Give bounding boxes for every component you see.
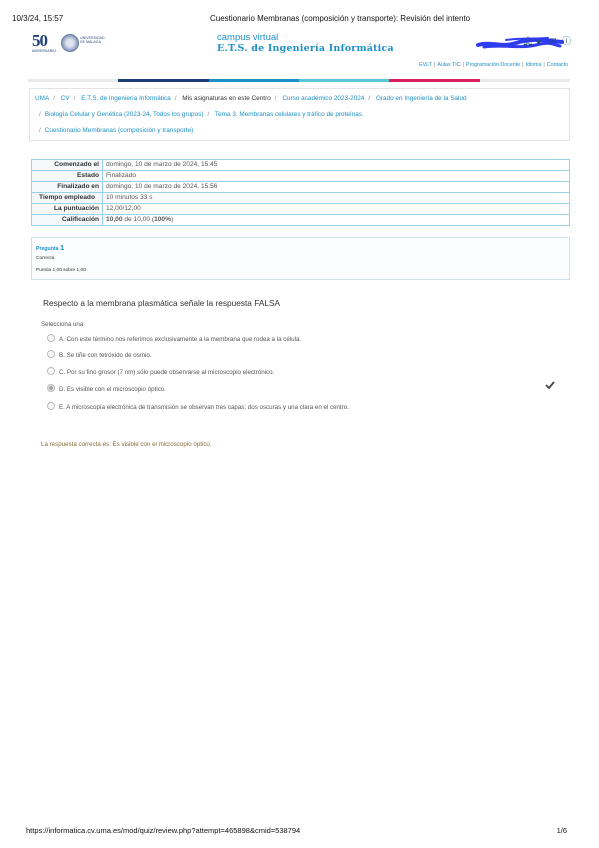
option-label: A. Con este término nos referimos exclusivamente a la membrana que rodea a la célula. (59, 336, 302, 343)
header-icons (522, 36, 572, 48)
grade-value: 10,00 (106, 216, 123, 223)
color-bar-segment (28, 79, 118, 82)
crumb-tema[interactable]: Tema 3. Membranas celulares y tráfico de proteínas. (214, 111, 364, 118)
option-label: C. Por su fino grosor (7 nm) sólo puede observarse al microscopio electrónico. (59, 369, 275, 376)
state-label: Estado (32, 171, 103, 182)
time-label: Tiempo empleado (32, 193, 103, 204)
color-bar-segment (209, 79, 299, 82)
grade-percent: 100% (154, 216, 171, 223)
finished-value: domingo, 10 de marzo de 2024, 15:56 (103, 182, 570, 193)
campus-title[interactable] (217, 33, 394, 55)
option-a[interactable] (47, 334, 301, 343)
color-bar-segment (389, 79, 479, 82)
time-value: 10 minutos 33 s (103, 193, 570, 204)
option-b[interactable] (47, 350, 152, 359)
grade-label: Calificación (32, 215, 103, 226)
question-info (31, 237, 570, 280)
table-row (32, 193, 570, 204)
points-value: 12,00/12,00 (103, 204, 570, 215)
radio-button[interactable] (47, 367, 55, 375)
breadcrumb (29, 88, 570, 141)
radio-button[interactable] (47, 334, 55, 342)
table-row (32, 160, 570, 171)
campus-line1: campus virtual (217, 32, 279, 43)
color-bar-segment (118, 79, 208, 82)
chat-icon[interactable]: ● (536, 36, 542, 46)
university-seal-icon (61, 34, 79, 52)
print-date: 10/3/24, 15:57 (12, 14, 64, 23)
attempt-summary-table (31, 159, 570, 226)
info-icon[interactable]: ⓘ (562, 36, 572, 46)
question-points: Puntúa 1,00 sobre 1,00 (36, 268, 86, 273)
print-title: Cuestionario Membranas (composición y transporte): Revisión del intento (210, 14, 471, 23)
crumb-grado[interactable]: Grado en Ingeniería de la Salud (375, 95, 467, 102)
crumb-mis-asignaturas: Mis asignaturas en este Centro (182, 95, 271, 102)
points-label: La puntuación (32, 204, 103, 215)
mail-icon[interactable]: ✉ (549, 36, 557, 46)
radio-button[interactable] (47, 402, 55, 410)
question-text: Respecto a la membrana plasmática señale la respuesta FALSA (43, 298, 281, 308)
crumb-cv[interactable]: CV (60, 95, 70, 102)
crumb-curso[interactable]: Curso académico 2023-2024 (282, 95, 365, 102)
crumb-ets[interactable]: E.T.S. de Ingeniería Informática (81, 95, 171, 102)
radio-button-selected[interactable] (47, 384, 55, 392)
link-aulas-tic[interactable]: Aulas TIC (437, 62, 461, 68)
site-header (32, 32, 572, 62)
crumb-asignatura[interactable]: Biología Celular y Genética (2023-24, Todos los grupos) (44, 111, 204, 118)
breadcrumb-row: UMA / CV / E.T.S. de Ingeniería Informática / Mis asignaturas en este Centro / Curso académico 2023-2024 / Grado en Ingeniería de la Salud (35, 95, 467, 102)
anniversary-logo[interactable]: 50 ANIVERSARIO (32, 31, 56, 53)
bell-icon[interactable]: 🔔︎ (522, 36, 534, 46)
state-value: Finalizado (103, 171, 570, 182)
color-bar (28, 79, 570, 82)
grade-rest: de 10,00 ( (124, 216, 155, 223)
color-bar-segment (480, 79, 570, 82)
crumb-cuestionario[interactable]: Cuestionario Membranas (composición y transporte) (44, 127, 194, 134)
breadcrumb-row: / Cuestionario Membranas (composición y transporte) (39, 127, 194, 134)
answer-prompt: Selecciona una: (41, 321, 86, 328)
table-row (32, 171, 570, 182)
link-contacto[interactable]: Contacto (546, 62, 568, 68)
option-label: D. Es visible con el microscopio óptico. (59, 386, 166, 393)
option-c[interactable] (47, 367, 274, 376)
top-links: EVLT | Aulas TIC | Programación Docente | Idioma | Contacto (419, 62, 568, 68)
correct-answer-feedback: La respuesta correcta es: Es visible con el microscopio óptico. (41, 441, 212, 448)
option-label: E. A microscopía electrónica de transmisión se observan tres capas; dos oscuras y una clara en el centro. (59, 404, 349, 411)
started-value: domingo, 10 de marzo de 2024, 15:45 (103, 160, 570, 171)
started-label: Comenzado el (32, 160, 103, 171)
university-name: UNIVERSIDAD DE MÁLAGA (80, 36, 105, 45)
question-status: Correcta (36, 256, 55, 261)
link-evlt[interactable]: EVLT (419, 62, 432, 68)
grade-value-cell (103, 215, 570, 226)
table-row (32, 182, 570, 193)
grade-close: ) (170, 216, 174, 223)
option-d[interactable] (47, 384, 166, 393)
campus-line2: E.T.S. de Ingeniería Informática (217, 43, 394, 54)
table-row (32, 215, 570, 226)
link-idioma[interactable]: Idioma (525, 62, 542, 68)
crumb-uma[interactable]: UMA (35, 95, 50, 102)
correct-check-icon (545, 381, 555, 389)
finished-label: Finalizado en (32, 182, 103, 193)
table-row (32, 204, 570, 215)
breadcrumb-row: / Biología Celular y Genética (2023-24, Todos los grupos) / Tema 3. Membranas celulares y tráfico de proteínas. (39, 111, 364, 118)
option-e[interactable] (47, 402, 349, 411)
link-programacion-docente[interactable]: Programación Docente (465, 62, 521, 68)
print-url: https://informatica.cv.uma.es/mod/quiz/review.php?attempt=465898&cmid=538794 (26, 826, 301, 835)
question-number: Pregunta 1 (36, 243, 65, 252)
color-bar-segment (299, 79, 389, 82)
print-page-number: 1/6 (556, 826, 567, 835)
radio-button[interactable] (47, 350, 55, 358)
option-label: B. Se tiñe con tetróxido de osmio. (59, 352, 152, 359)
